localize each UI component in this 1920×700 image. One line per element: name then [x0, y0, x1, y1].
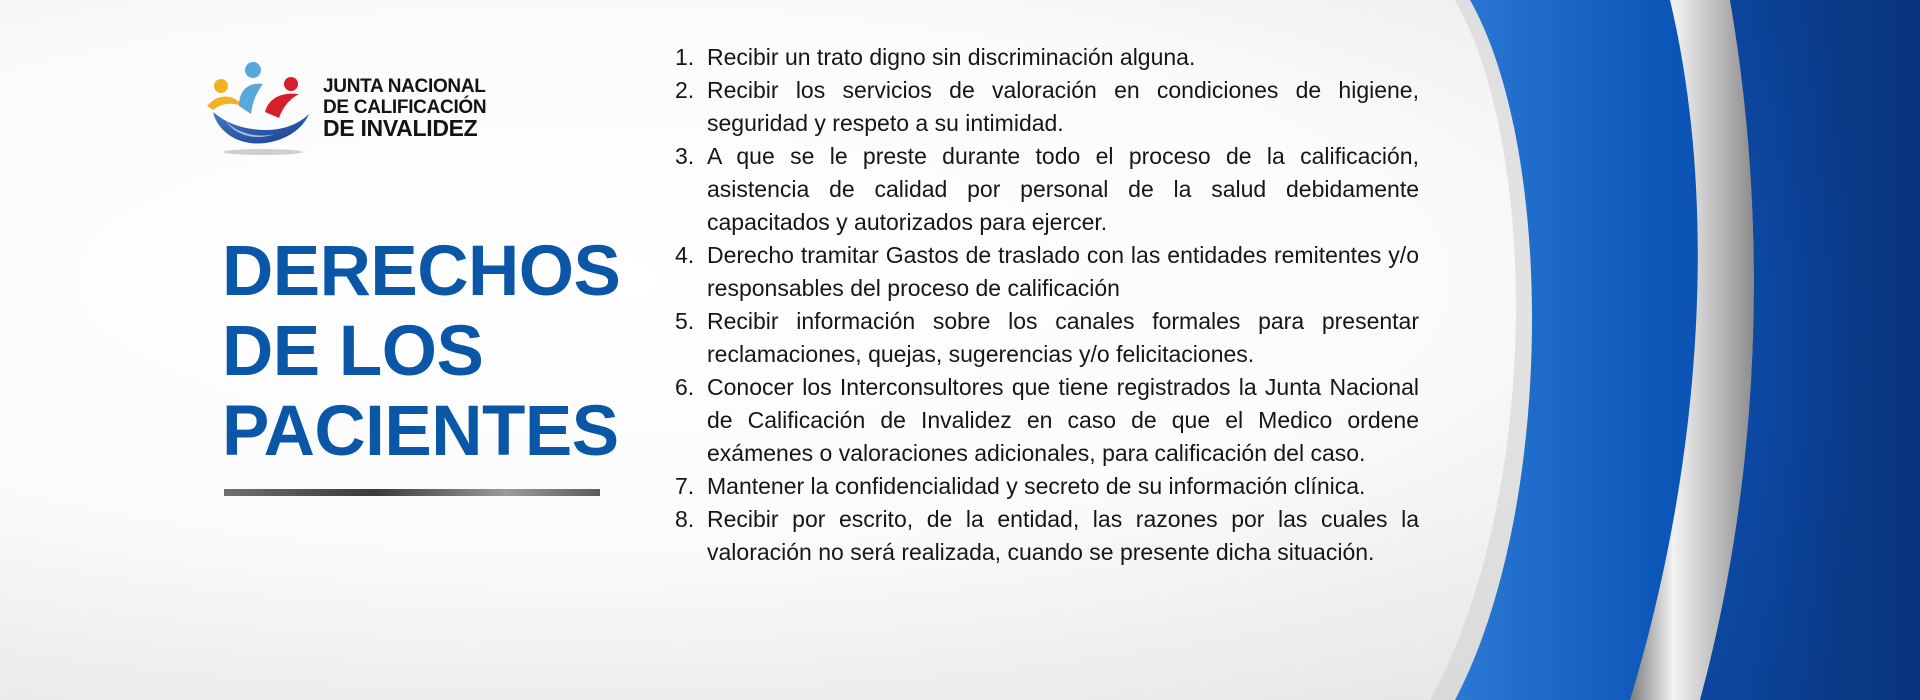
item-text: Mantener la confidencialidad y secreto de su información clínica.	[707, 473, 1366, 499]
logo-line-3: DE INVALIDEZ	[323, 115, 478, 141]
logo-wordmark	[323, 76, 486, 139]
list-item	[675, 239, 1419, 305]
page-title	[222, 232, 620, 472]
list-item	[675, 74, 1419, 140]
item-text: A que se le preste durante todo el proceso de la calificación, asistencia de calidad por personal de la salud debidamente capacitados y autorizados para ejercer.	[707, 143, 1419, 235]
item-number: 3.	[675, 143, 695, 169]
organization-logo	[205, 48, 505, 158]
title-underline-divider	[224, 489, 600, 496]
item-text: Recibir por escrito, de la entidad, las razones por las cuales la valoración no será realizada, cuando se presente dicha situación.	[707, 506, 1419, 565]
list-item	[675, 503, 1419, 569]
title-line-2: DE LOS	[222, 312, 484, 391]
list-item	[675, 41, 1419, 74]
logo-line-2: DE CALIFICACIÓN	[323, 97, 487, 118]
item-number: 1.	[675, 44, 695, 70]
item-text: Recibir información sobre los canales formales para presentar reclamaciones, quejas, sugerencias y/o felicitaciones.	[707, 308, 1419, 367]
item-number: 4.	[675, 242, 695, 268]
list-item	[675, 470, 1419, 503]
item-number: 8.	[675, 506, 695, 532]
item-number: 2.	[675, 77, 695, 103]
logo-line-1: JUNTA NACIONAL	[323, 76, 486, 97]
list-item	[675, 140, 1419, 239]
list-item	[675, 305, 1419, 371]
item-text: Conocer los Interconsultores que tiene registrados la Junta Nacional de Calificación de Invalidez en caso de que el Medico ordene exámenes o valoraciones adicionales, para calificación del caso.	[707, 374, 1419, 466]
item-text: Recibir un trato digno sin discriminación alguna.	[707, 44, 1196, 70]
title-line-1: DERECHOS	[222, 232, 621, 311]
item-number: 7.	[675, 473, 695, 499]
title-line-3: PACIENTES	[222, 392, 619, 471]
item-text: Recibir los servicios de valoración en condiciones de higiene, seguridad y respeto a su intimidad.	[707, 77, 1419, 136]
rights-list	[675, 41, 1419, 569]
item-number: 6.	[675, 374, 695, 400]
item-number: 5.	[675, 308, 695, 334]
item-text: Derecho tramitar Gastos de traslado con las entidades remitentes y/o responsables del proceso de calificación	[707, 242, 1419, 301]
people-hands-emblem-icon	[205, 48, 317, 158]
list-item	[675, 371, 1419, 470]
